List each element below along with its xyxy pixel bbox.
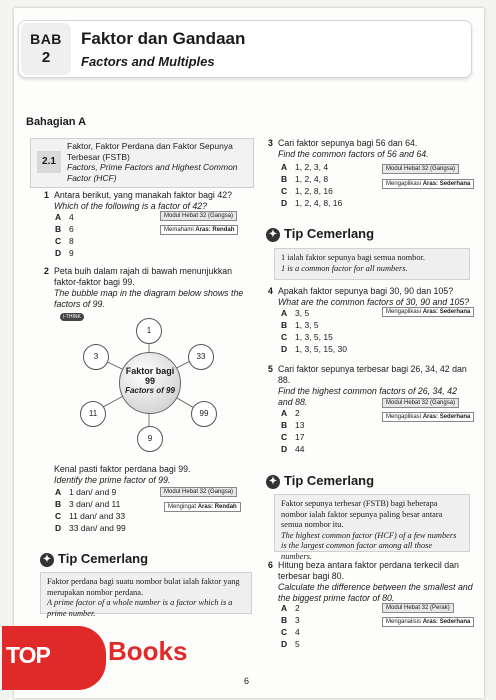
chapter-number: 2 (41, 49, 51, 66)
tip-text-ms: 1 ialah faktor sepunya bagi semua nombor. (281, 253, 425, 262)
option-a[interactable]: A 2 (281, 408, 300, 418)
question-text-ms: Apakah faktor sepunya bagi 30, 90 dan 105? (278, 286, 454, 296)
lightbulb-icon: ✦ (40, 553, 54, 567)
question-text-en: The bubble map in the diagram below shows the factors of 99. (54, 288, 244, 309)
option-c[interactable]: C 4 (281, 627, 300, 637)
option-b[interactable]: B 3 (281, 615, 300, 625)
question-text-en: Which of the following is a factor of 42? (54, 201, 208, 211)
bubble-factor-33: 33 (188, 344, 214, 370)
topic-title-en: Factors, Prime Factors and Highest Common Factor (HCF) (67, 162, 238, 183)
question-text-en: What are the common factors of 30, 90 and 105? (278, 297, 470, 307)
level-tag: Mengaplikasi Aras: Sederhana (382, 412, 474, 422)
tip-text-en: The highest common factor (HCF) of a few numbers is the largest common factor among all those numbers. (281, 530, 457, 561)
module-tag: Modul Hebat 32 (Gangsa) (160, 487, 237, 497)
option-d[interactable]: D 5 (281, 639, 300, 649)
module-tag: Modul Hebat 32 (Gangsa) (160, 211, 237, 221)
question-6 (268, 560, 473, 604)
module-tag: Modul Hebat 32 (Perak) (382, 603, 454, 613)
tip-box (40, 572, 252, 618)
tip-box (274, 248, 470, 280)
topic-box (30, 138, 254, 188)
bubble-center (119, 352, 181, 414)
question-number: 5 (268, 364, 273, 374)
level-tag: Mengaplikasi Aras: Sederhana (382, 179, 474, 189)
option-a[interactable]: A 2 (281, 603, 300, 613)
option-d[interactable]: D 1, 2, 4, 8, 16 (281, 198, 343, 208)
topic-title-ms: Faktor, Faktor Perdana dan Faktor Sepunya Terbesar (FSTB) (67, 141, 233, 162)
tip-heading: ✦ Tip Cemerlang (40, 551, 148, 567)
ask-text-en: Identify the prime factor of 99. (54, 475, 171, 485)
option-b[interactable]: B 3 dan/ and 11 (55, 499, 121, 509)
question-text-en: Find the highest common factors of 26, 34, 42 and 88. (278, 386, 457, 407)
chapter-header (18, 20, 472, 78)
question-4 (268, 286, 473, 308)
topbooks-logo (2, 626, 106, 690)
bubble-factor-99: 99 (191, 401, 217, 427)
question-number: 1 (44, 190, 49, 200)
level-tag: Mengingat Aras: Rendah (164, 502, 241, 512)
option-d[interactable]: D 33 dan/ and 99 (55, 523, 126, 533)
ask-text-ms: Kenal pasti faktor perdana bagi 99. (54, 464, 191, 474)
option-d[interactable]: D 9 (55, 248, 74, 258)
question-3 (268, 138, 468, 160)
question-text-ms: Antara berikut, yang manakah faktor bagi 42? (54, 190, 233, 200)
question-number: 2 (44, 266, 49, 276)
question-number: 6 (268, 560, 273, 570)
tip-heading: ✦ Tip Cemerlang (266, 473, 374, 489)
question-text-ms: Hitung beza antara faktor perdana terkecil dan terbesar bagi 80. (278, 560, 459, 581)
bubble-factor-9: 9 (137, 426, 163, 452)
topic-number: 2.1 (37, 151, 61, 173)
tip-heading: ✦ Tip Cemerlang (266, 226, 374, 242)
option-d[interactable]: D 1, 3, 5, 15, 30 (281, 344, 347, 354)
tip-text-ms: Faktor perdana bagi suatu nombor bulat ialah faktor yang merupakan nombor perdana. (47, 577, 240, 597)
center-text-en: Factors of 99 (125, 386, 175, 395)
level-tag: Menganalisis Aras: Sederhana (382, 617, 474, 627)
section-title: Bahagian A (26, 116, 87, 128)
lightbulb-icon: ✦ (266, 228, 280, 242)
option-c[interactable]: C 11 dan/ and 33 (55, 511, 126, 521)
chapter-title-ms: Faktor dan Gandaan (81, 29, 246, 48)
option-c[interactable]: C 8 (55, 236, 74, 246)
option-c[interactable]: C 1, 2, 8, 16 (281, 186, 333, 196)
center-text-ms: Faktor bagi 99 (125, 366, 175, 386)
option-c[interactable]: C 1, 3, 5, 15 (281, 332, 333, 342)
question-2-ask (54, 464, 254, 486)
bubble-factor-3: 3 (83, 344, 109, 370)
option-a[interactable]: A 4 (55, 212, 74, 222)
tip-text-en: A prime factor of a whole number is a factor which is a prime number. (47, 598, 233, 618)
bubble-factor-1: 1 (136, 318, 162, 344)
question-text-en: Calculate the difference between the smallest and the biggest prime factor of 80. (278, 582, 473, 603)
option-d[interactable]: D 44 (281, 444, 305, 454)
option-a[interactable]: A 3, 5 (281, 308, 310, 318)
chapter-title-en: Factors and Multiples (81, 54, 215, 69)
option-b[interactable]: B 6 (55, 224, 74, 234)
question-text-en: Find the common factors of 56 and 64. (278, 149, 429, 159)
level-tag: Memahami Aras: Rendah (160, 225, 238, 235)
bubble-factor-11: 11 (80, 401, 106, 427)
question-1 (44, 190, 254, 212)
question-number: 3 (268, 138, 273, 148)
page-number: 6 (244, 676, 250, 686)
lightbulb-icon: ✦ (266, 475, 280, 489)
tip-text-en: 1 is a common factor for all numbers. (281, 263, 408, 273)
logo-books-text: Books (108, 636, 188, 666)
question-2 (44, 266, 254, 310)
level-tag: Mengaplikasi Aras: Sederhana (382, 307, 474, 317)
question-text-ms: Peta buih dalam rajah di bawah menunjukkan faktor-faktor bagi 99. (54, 266, 233, 287)
question-number: 4 (268, 286, 273, 296)
i-think-badge: i-THINK (60, 313, 84, 321)
option-a[interactable]: A 1, 2, 3, 4 (281, 162, 329, 172)
question-text-ms: Cari faktor sepunya terbesar bagi 26, 34, 42 dan 88. (278, 364, 467, 385)
chapter-label: BAB (30, 31, 62, 47)
option-a[interactable]: A 1 dan/ and 9 (55, 487, 117, 497)
option-b[interactable]: B 13 (281, 420, 305, 430)
option-b[interactable]: B 1, 3, 5 (281, 320, 319, 330)
option-b[interactable]: B 1, 2, 4, 8 (281, 174, 329, 184)
option-c[interactable]: C 17 (281, 432, 305, 442)
chapter-badge (21, 23, 71, 75)
tip-text-ms: Faktor sepunya terbesar (FSTB) bagi beberapa nombor ialah faktor sepunya paling besar antara semua nombor itu. (281, 499, 443, 529)
logo-top-text: TOP (6, 642, 50, 668)
question-text-ms: Cari faktor sepunya bagi 56 dan 64. (278, 138, 418, 148)
module-tag: Modul Hebat 32 (Gangsa) (382, 398, 459, 408)
topic-text (67, 141, 249, 183)
module-tag: Modul Hebat 32 (Gangsa) (382, 164, 459, 174)
tip-box (274, 494, 470, 561)
